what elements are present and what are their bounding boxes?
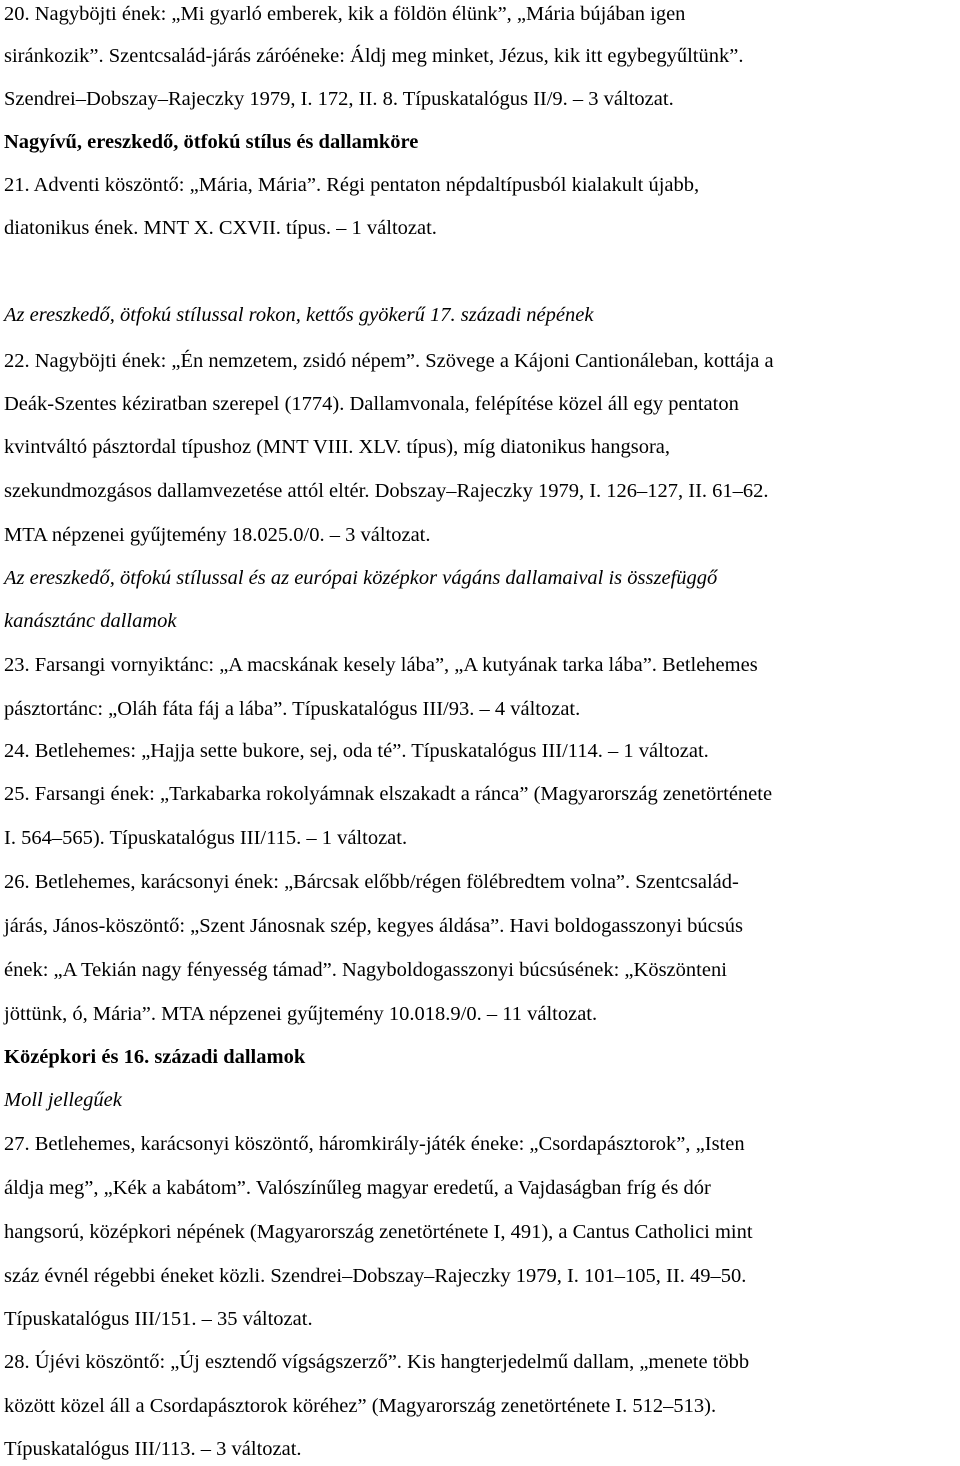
- entry-22-line-5: MTA népzenei gyűjtemény 18.025.0/0. – 3 változat.: [4, 524, 431, 546]
- entry-26-line-1: 26. Betlehemes, karácsonyi ének: „Bárcsak előbb/régen fölébredtem volna”. Szentcsalád-: [4, 871, 739, 893]
- entry-26-line-2: járás, János-köszöntő: „Szent Jánosnak szép, kegyes áldása”. Havi boldogasszonyi búcsús: [4, 915, 743, 937]
- entry-20-line-3: Szendrei–Dobszay–Rajeczky 1979, I. 172, II. 8. Típuskatalógus II/9. – 3 változat.: [4, 88, 674, 110]
- entry-27-line-5: Típuskatalógus III/151. – 35 változat.: [4, 1308, 313, 1330]
- entry-26-line-3: ének: „A Tekián nagy fényesség támad”. Nagyboldogasszonyi búcsúsének: „Köszönteni: [4, 959, 727, 981]
- entry-21-line-2: diatonikus ének. MNT X. CXVII. típus. – 1 változat.: [4, 217, 437, 239]
- entry-20-line-1: 20. Nagyböjti ének: „Mi gyarló emberek, kik a földön élünk”, „Mária bújában igen: [4, 3, 686, 25]
- section-heading-nagyivu: Nagyívű, ereszkedő, ötfokú stílus és dallamköre: [4, 131, 419, 153]
- entry-24-line-1: 24. Betlehemes: „Hajja sette bukore, sej, oda té”. Típuskatalógus III/114. – 1 változat.: [4, 740, 709, 762]
- entry-22-line-1: 22. Nagyböjti ének: „Én nemzetem, zsidó népem”. Szövege a Kájoni Cantionáleban, kottája a: [4, 350, 774, 372]
- entry-23-line-2: pásztortánc: „Oláh fáta fáj a lába”. Típuskatalógus III/93. – 4 változat.: [4, 698, 581, 720]
- entry-22-line-4: szekundmozgásos dallamvezetése attól eltér. Dobszay–Rajeczky 1979, I. 126–127, II. 61–62.: [4, 480, 769, 502]
- section-heading-moll: Moll jellegűek: [4, 1089, 122, 1111]
- entry-28-line-1: 28. Újévi köszöntő: „Új esztendő vígságszerző”. Kis hangterjedelmű dallam, „menete több: [4, 1351, 750, 1373]
- entry-23-line-1: 23. Farsangi vornyiktánc: „A macskának kesely lába”, „A kutyának tarka lába”. Betlehemes: [4, 654, 758, 676]
- entry-27-line-3: hangsorú, középkori népének (Magyarország zenetörténete I, 491), a Cantus Catholici mint: [4, 1221, 753, 1243]
- entry-28-line-2: között közel áll a Csordapásztorok köréhez” (Magyarország zenetörténete I. 512–513).: [4, 1395, 717, 1417]
- entry-25-line-1: 25. Farsangi ének: „Tarkabarka rokolyámnak elszakadt a ránca” (Magyarország zenetörténete: [4, 783, 773, 805]
- entry-27-line-1: 27. Betlehemes, karácsonyi köszöntő, háromkirály-játék éneke: „Csordapásztorok”, „Isten: [4, 1133, 745, 1155]
- entry-26-line-4: jöttünk, ó, Mária”. MTA népzenei gyűjtemény 10.018.9/0. – 11 változat.: [4, 1003, 598, 1025]
- entry-20-line-2: siránkozik”. Szentcsalád-járás záróéneke: Áldj meg minket, Jézus, kik itt egybegyűltünk”.: [4, 45, 744, 67]
- entry-27-line-2: áldja meg”, „Kék a kabátom”. Valószínűleg magyar eredetű, a Vajdaságban fríg és dór: [4, 1177, 711, 1199]
- entry-25-line-2: I. 564–565). Típuskatalógus III/115. – 1 változat.: [4, 827, 408, 849]
- entry-27-line-4: száz évnél régebbi éneket közli. Szendrei–Dobszay–Rajeczky 1979, I. 101–105, II. 49–50.: [4, 1265, 747, 1287]
- section-heading-kozepkori: Középkori és 16. századi dallamok: [4, 1046, 306, 1068]
- section-heading-rokon: Az ereszkedő, ötfokú stílussal rokon, kettős gyökerű 17. századi népének: [4, 304, 594, 326]
- section-heading-kanasztanc-line-1: Az ereszkedő, ötfokú stílussal és az európai középkor vágáns dallamaival is összefüggő: [4, 567, 718, 589]
- entry-21-line-1: 21. Adventi köszöntő: „Mária, Mária”. Régi pentaton népdaltípusból kialakult újabb,: [4, 174, 700, 196]
- section-heading-kanasztanc-line-2: kanásztánc dallamok: [4, 610, 177, 632]
- entry-22-line-2: Deák-Szentes kéziratban szerepel (1774). Dallamvonala, felépítése közel áll egy pentaton: [4, 393, 739, 415]
- entry-28-line-3: Típuskatalógus III/113. – 3 változat.: [4, 1438, 302, 1460]
- entry-22-line-3: kvintváltó pásztordal típushoz (MNT VIII. XLV. típus), míg diatonikus hangsora,: [4, 436, 670, 458]
